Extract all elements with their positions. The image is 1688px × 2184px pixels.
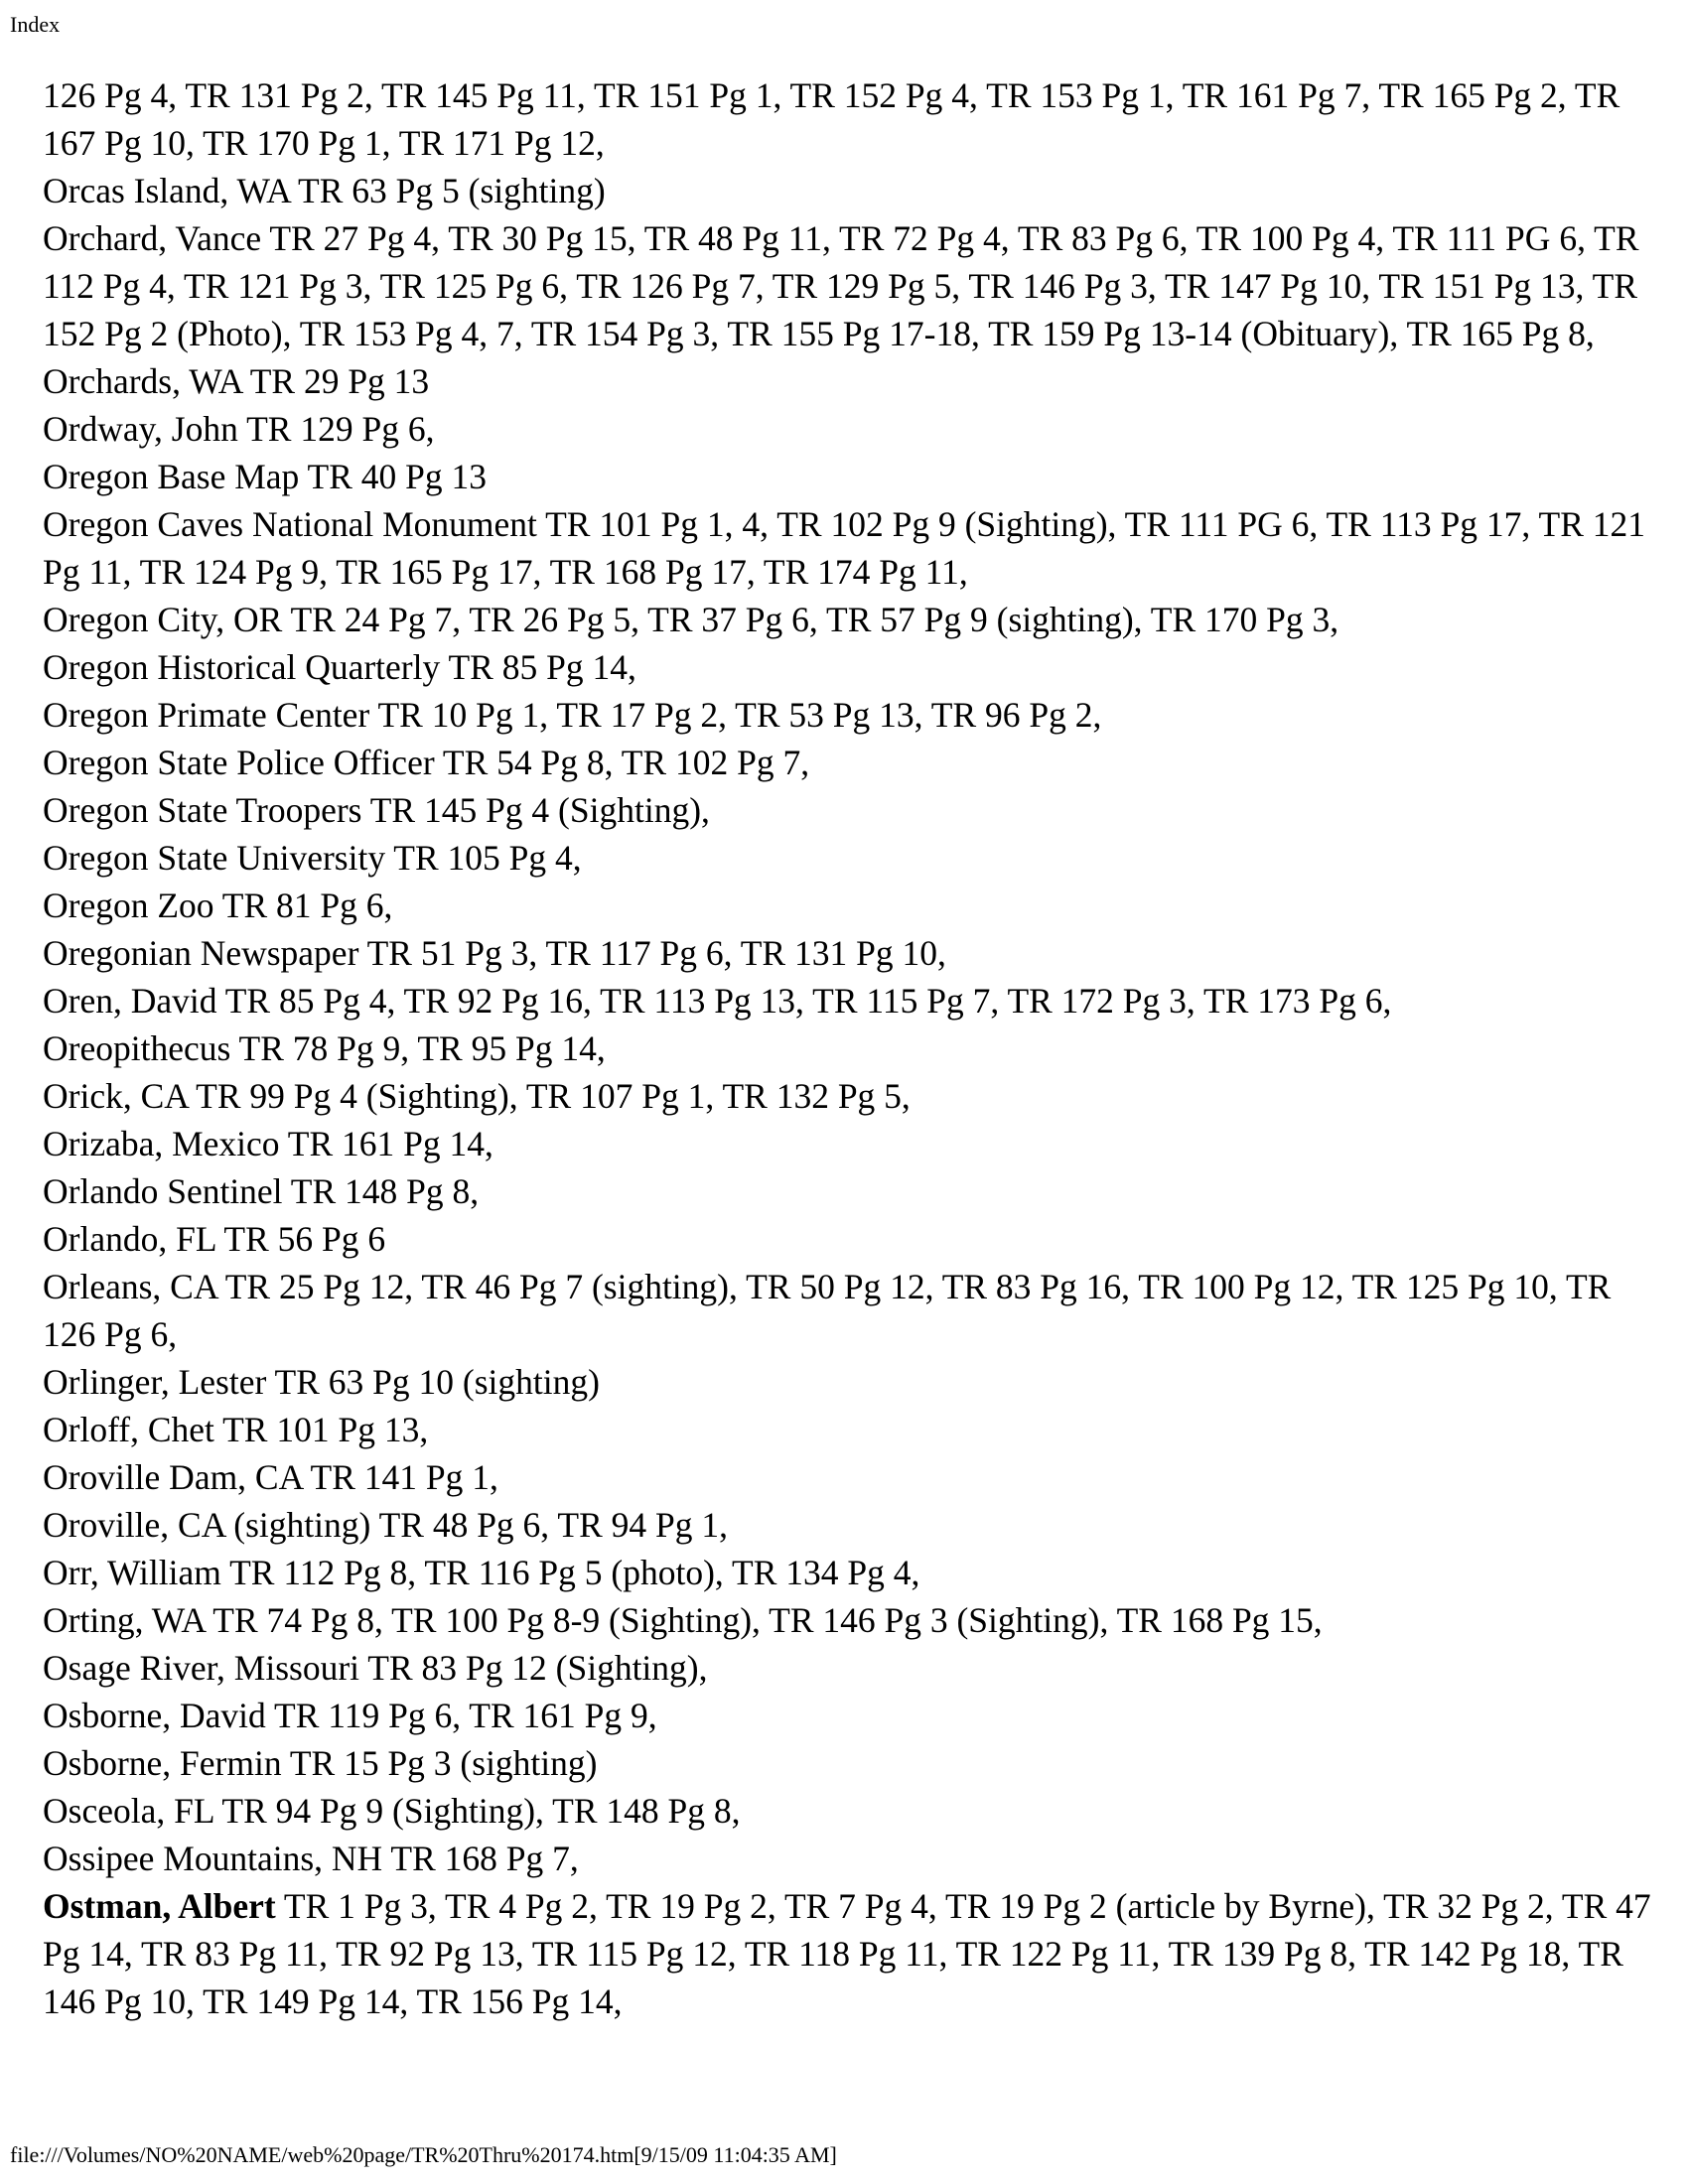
index-entry-name: Osborne, Fermin [43,1743,282,1783]
index-entry-refs: TR 105 Pg 4, [385,838,582,878]
index-entry-refs: TR 63 Pg 5 (sighting) [289,171,606,210]
index-entry [43,453,1661,500]
index-entry [43,1692,1661,1739]
index-entry-refs: TR 29 Pg 13 [241,361,430,401]
index-entry-name: Orcas Island, WA [43,171,290,210]
index-entry-name: Oregon Caves National Monument [43,504,537,544]
index-entry [43,1787,1661,1835]
index-entry [43,357,1661,405]
index-entry-refs: TR 27 Pg 4, TR 30 Pg 15, TR 48 Pg 11, TR 72 Pg 4, TR 83 Pg 6, TR 100 Pg 4, TR 111 PG 6, TR 112 Pg 4, TR 121 Pg 3, TR 125 Pg 6, TR 126 Pg 7, TR 129 Pg 5, TR 146 Pg 3, TR 147 Pg 10, TR 151 Pg 13, TR 152 Pg 2 (Photo), TR 153 Pg 4, 7, TR 154 Pg 3, TR 155 Pg 17-18, TR 159 Pg 13-14 (Obituary), TR 165 Pg 8, [43,218,1639,353]
index-entry-refs: TR 101 Pg 1, 4, TR 102 Pg 9 (Sighting), TR 111 PG 6, TR 113 Pg 17, TR 121 Pg 11, TR 124 Pg 9, TR 165 Pg 17, TR 168 Pg 17, TR 174 Pg 11, [43,504,1646,592]
index-entry [43,1644,1661,1692]
index-entry [43,643,1661,691]
index-entry-refs: TR 141 Pg 1, [302,1457,498,1497]
index-entry-refs: TR 51 Pg 3, TR 117 Pg 6, TR 131 Pg 10, [358,933,946,973]
index-entry [43,1882,1661,2025]
index-entry-name: Orchards, WA [43,361,242,401]
index-entry-refs: TR 119 Pg 6, TR 161 Pg 9, [265,1696,657,1735]
index-entry-refs: TR 83 Pg 12 (Sighting), [359,1648,708,1688]
index-entry [43,405,1661,453]
index-entry-name: Orlando, FL [43,1219,216,1259]
index-entry-name: Orick, CA [43,1076,188,1116]
index-entries [43,71,1661,2025]
index-entry-refs: TR 15 Pg 3 (sighting) [281,1743,598,1783]
index-entry-refs: TR 40 Pg 13 [299,457,488,496]
index-entry-name: Oregon Historical Quarterly [43,647,441,687]
index-entry-refs: TR 99 Pg 4 (Sighting), TR 107 Pg 1, TR 132 Pg 5, [187,1076,911,1116]
index-entry-refs: TR 148 Pg 8, [282,1171,480,1211]
index-entry-refs: TR 168 Pg 7, [382,1839,579,1878]
index-entry [43,596,1661,643]
index-entry [43,834,1661,882]
index-entry [43,1024,1661,1072]
index-entry [43,1263,1661,1358]
index-entry-name: Orleans, CA [43,1267,217,1306]
index-entry-name: Oren, David [43,981,217,1021]
index-entry-name: Orlinger, Lester [43,1362,267,1402]
index-entry-refs: TR 145 Pg 4 (Sighting), [361,790,710,830]
index-entry-refs: TR 74 Pg 8, TR 100 Pg 8-9 (Sighting), TR 146 Pg 3 (Sighting), TR 168 Pg 15, [205,1600,1323,1640]
index-entry [43,929,1661,977]
index-entry-refs: TR 10 Pg 1, TR 17 Pg 2, TR 53 Pg 13, TR 96 Pg 2, [369,695,1102,735]
index-entry-refs: TR 24 Pg 7, TR 26 Pg 5, TR 37 Pg 6, TR 57 Pg 9 (sighting), TR 170 Pg 3, [282,600,1339,639]
index-entry-name: Ossipee Mountains, NH [43,1839,383,1878]
index-entry [43,1215,1661,1263]
index-entry-name: Orizaba, Mexico [43,1124,280,1163]
index-entry [43,1167,1661,1215]
index-entry-refs: TR 1 Pg 3, TR 4 Pg 2, TR 19 Pg 2, TR 7 Pg 4, TR 19 Pg 2 (article by Byrne), TR 32 Pg 2, TR 47 Pg 14, TR 83 Pg 11, TR 92 Pg 13, TR 115 Pg 12, TR 118 Pg 11, TR 122 Pg 11, TR 139 Pg 8, TR 142 Pg 18, TR 146 Pg 10, TR 149 Pg 14, TR 156 Pg 14, [43,1886,1651,2021]
index-entry-refs: TR 63 Pg 10 (sighting) [266,1362,600,1402]
index-entry [43,1501,1661,1549]
index-entry-refs: TR 54 Pg 8, TR 102 Pg 7, [434,743,810,782]
index-entry-name: Oregonian Newspaper [43,933,359,973]
index-entry [43,71,1661,167]
index-entry-refs: TR 94 Pg 9 (Sighting), TR 148 Pg 8, [213,1791,741,1831]
index-entry-refs: TR 85 Pg 14, [440,647,636,687]
index-entry-name: Oreopithecus [43,1028,231,1068]
index-entry [43,739,1661,786]
index-entry-name: Oregon Base Map [43,457,300,496]
index-entry-name: Ostman, Albert [43,1886,276,1926]
index-entry-name: Osceola, FL [43,1791,214,1831]
index-entry [43,1453,1661,1501]
index-entry [43,691,1661,739]
page-header: Index [10,12,61,37]
index-entry-name: Oregon Zoo [43,886,214,925]
index-entry-refs: TR 112 Pg 8, TR 116 Pg 5 (photo), TR 134 Pg 4, [220,1553,920,1592]
index-entry [43,167,1661,214]
index-entry-name: Oroville, CA [43,1505,225,1545]
index-entry-name: Orting, WA [43,1600,206,1640]
index-entry [43,977,1661,1024]
index-entry [43,1835,1661,1882]
index-entry [43,1549,1661,1596]
index-entry-refs: TR 81 Pg 6, [213,886,393,925]
index-entry-name: Oregon City, OR [43,600,283,639]
index-entry-refs: TR 129 Pg 6, [237,409,435,449]
index-entry-name: Orr, William [43,1553,221,1592]
index-entry-name: Orlando Sentinel [43,1171,283,1211]
index-entry-refs: TR 161 Pg 14, [279,1124,493,1163]
index-entry-name: Oregon State Police Officer [43,743,435,782]
index-entry-name: Orchard, Vance [43,218,262,258]
index-entry [43,214,1661,357]
index-entry [43,882,1661,929]
index-entry-name: Oregon State Troopers [43,790,362,830]
index-entry-refs: TR 56 Pg 6 [215,1219,386,1259]
index-entry-refs: (sighting) TR 48 Pg 6, TR 94 Pg 1, [224,1505,729,1545]
index-entry-name: Ordway, John [43,409,238,449]
index-entry-name: Osborne, David [43,1696,266,1735]
index-entry [43,1739,1661,1787]
index-entry-refs: TR 85 Pg 4, TR 92 Pg 16, TR 113 Pg 13, TR 115 Pg 7, TR 172 Pg 3, TR 173 Pg 6, [216,981,1392,1021]
page-footer-url: file:///Volumes/NO%20NAME/web%20page/TR%20Thru%20174.htm[9/15/09 11:04:35 AM] [10,2142,837,2167]
index-entry-refs: TR 25 Pg 12, TR 46 Pg 7 (sighting), TR 50 Pg 12, TR 83 Pg 16, TR 100 Pg 12, TR 125 Pg 10, TR 126 Pg 6, [43,1267,1612,1354]
index-entry [43,1596,1661,1644]
index-entry [43,1072,1661,1120]
index-entry-name: Oroville Dam, CA [43,1457,303,1497]
index-entry [43,1406,1661,1453]
index-entry-refs: 126 Pg 4, TR 131 Pg 2, TR 145 Pg 11, TR 151 Pg 1, TR 152 Pg 4, TR 153 Pg 1, TR 161 Pg 7, TR 165 Pg 2, TR 167 Pg 10, TR 170 Pg 1, TR 171 Pg 12, [43,75,1620,163]
index-entry-name: Oregon Primate Center [43,695,370,735]
index-entry [43,1120,1661,1167]
index-entry [43,500,1661,596]
index-entry-name: Oregon State University [43,838,386,878]
index-entry [43,786,1661,834]
index-entry-refs: TR 78 Pg 9, TR 95 Pg 14, [230,1028,606,1068]
index-entry-refs: TR 101 Pg 13, [213,1410,429,1449]
index-entry [43,1358,1661,1406]
index-entry-name: Osage River, Missouri [43,1648,360,1688]
index-entry-name: Orloff, Chet [43,1410,214,1449]
